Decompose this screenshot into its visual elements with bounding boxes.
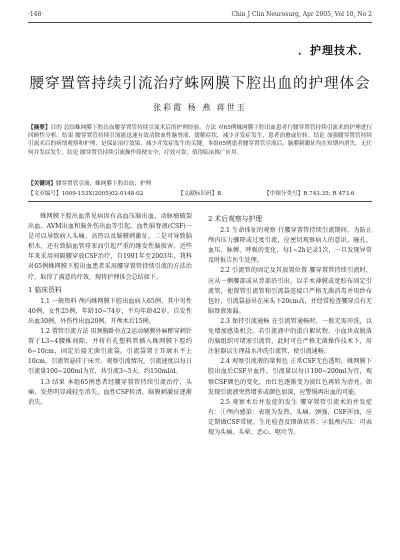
header-rule [28, 22, 372, 23]
body-paragraph: 1.3 结果 本组65例患者经腰穿置管持续引流治疗，头痛、发热明显减轻至消失，血性CSF转清，脑膜刺激征逐渐消失。 [28, 378, 192, 406]
author-list: 张彩霞 杨 燕 蒋世玉 [153, 103, 247, 112]
section-label: ．护理技术． [298, 44, 370, 57]
abstract [28, 124, 372, 157]
classification-number: 【中图分类号】R 743.35; R 473.6 [264, 191, 355, 197]
body-paragraph: 2.2 引流管的固定及其放置位置 腰穿置管持续引流时，应从一侧腰部或从背部沿引出，以手术薄膜或宽胶布固定引流管，使置管引流管和引流袋连接口严格无菌消毒并用纱布包好，引流袋悬吊在床头下20cm高，并经常检查腰穿点有无脑脊液渗漏。 [208, 267, 372, 315]
body-paragraph: 1.2 置管引流方法 用颈胸卧位在2运动硬膜外麻醉穿刺针置于L3~4腰椎间隙，并将有孔塑料管插入蛛网膜下腔约6~10cm，固定后接无菌引流袋。引流袋置于耳廓水平上10cm，引流管悬挂于床旁。观察引流情况，引流速度以每日引流量100~200ml为宜，共引流3~5天，约150ml/d。 [28, 328, 192, 376]
body-paragraph: 2.4 观察引流液的量和色 正常CSF无色透明，蛛网膜下腔出血后CSF呈血性。引流量以每日100~200ml为宜，观察CSF颜色的变化，由红色逐渐变为淡红色再转为清亮。如发现引流液突然增多或颜色加深，应警惕再出血的可能。 [208, 358, 372, 396]
page-number: ·148· [28, 11, 44, 18]
body-paragraph: 2.1 生命体征的观察 行腰穿置管持续引流期间，为防止颅内压力骤降或过度引流，应密切观察病人的意识、瞳孔、血压、脉搏、呼吸的变化，每1~2h记录1次，一旦发现异常及时报告医生处理。 [208, 227, 372, 265]
left-column [28, 212, 192, 408]
body-paragraph: 2.3 保持引流通畅 在引流管通畅时，一般无需冲洗，以免增加感染机会。若引流液中的蛋白絮状物、小血块或脱落的脑组织可堵塞引流管，此时可在严格无菌操作技术下，用注射器以生理盐水冲洗引流管，使引流通畅。 [208, 317, 372, 356]
keywords [28, 180, 372, 188]
article-number: 【文章编号】1009-153X(2005)02-0148-02 [28, 191, 144, 197]
right-column [208, 212, 372, 438]
running-header [28, 9, 372, 23]
journal-citation: Chin J Clin Neurosurg, Apr 2005, Vol 10, No 2 [231, 11, 372, 18]
document-code: 【文献标识码】B [178, 191, 222, 197]
section-heading: 2 术后观察与护理 [208, 215, 263, 223]
body-paragraph: 2.5 观察术后并发症的发生 腰穿置管引流术的并发症有：①颅内感染：表现为发热、头痛、颈强、CSF浑浊，应定期做CSF常规、生化检查及细菌培养；②低颅内压：可表现为头痛、头晕、恶心、呕吐等。 [208, 398, 372, 436]
abstract-text: 目的 总结蛛网膜下腔出血腰穿置管持续引流术后的护理经验。方法 对65例蛛网膜下腔出血患者行腰穿置管持续引流术的护理进行回顾性分析。结果 腰穿置管持续引流能迅速有效清除血性脑脊液，缓解症状，减少并发症发生，患者治愈或好转。结论 加强腰穿置管持续引流术后的病情观察和护理，是保证治疗效果、减少并发症发生的关键。本组65例患者腰穿置管引流后，脑膜刺激征均在短期内消失，无任何并发症发生。结论 腰穿置管持续引流操作简便安全，疗效可靠，值得临床推广应用。 [28, 125, 372, 156]
body-paragraph: 蛛网膜下腔出血常见病因有高血压脑出血、动脉瘤破裂出血、AVM出血和脑外伤出血等引起。血性脑脊液(CSF)一是可以导致病人头痛、高热以及脑膜刺激征，二是可导致脑积水，还有致脑血管痉挛而引起严重的继发性脑损害。近些年来采用间隔腰穿放CSF治疗，自1991年至2003年，我科对65例蛛网膜下腔出血患者采用腰穿置管持续引流的方法治疗，取得了满意的疗效，现将护理体会总结如下。 [28, 213, 192, 281]
section-heading: 1 临床资料 [28, 285, 62, 294]
keywords-text: 腰穿置管引流；蛛网膜下腔出血；护理 [55, 181, 152, 187]
body-paragraph: 1.1 一般资料 颅内蛛网膜下腔出血病人65例，其中男性40例，女性25例，年龄10~74岁，平均年龄42岁。自发性出血30例，外伤性出血20例，开颅术后15例。 [28, 297, 192, 325]
abstract-label: 【摘要】 [28, 125, 51, 131]
keywords-label: 【关键词】 [28, 181, 56, 187]
article-meta [28, 190, 372, 202]
article-title: 腰穿置管持续引流治疗蛛网膜下腔出血的护理体会 [29, 76, 371, 92]
